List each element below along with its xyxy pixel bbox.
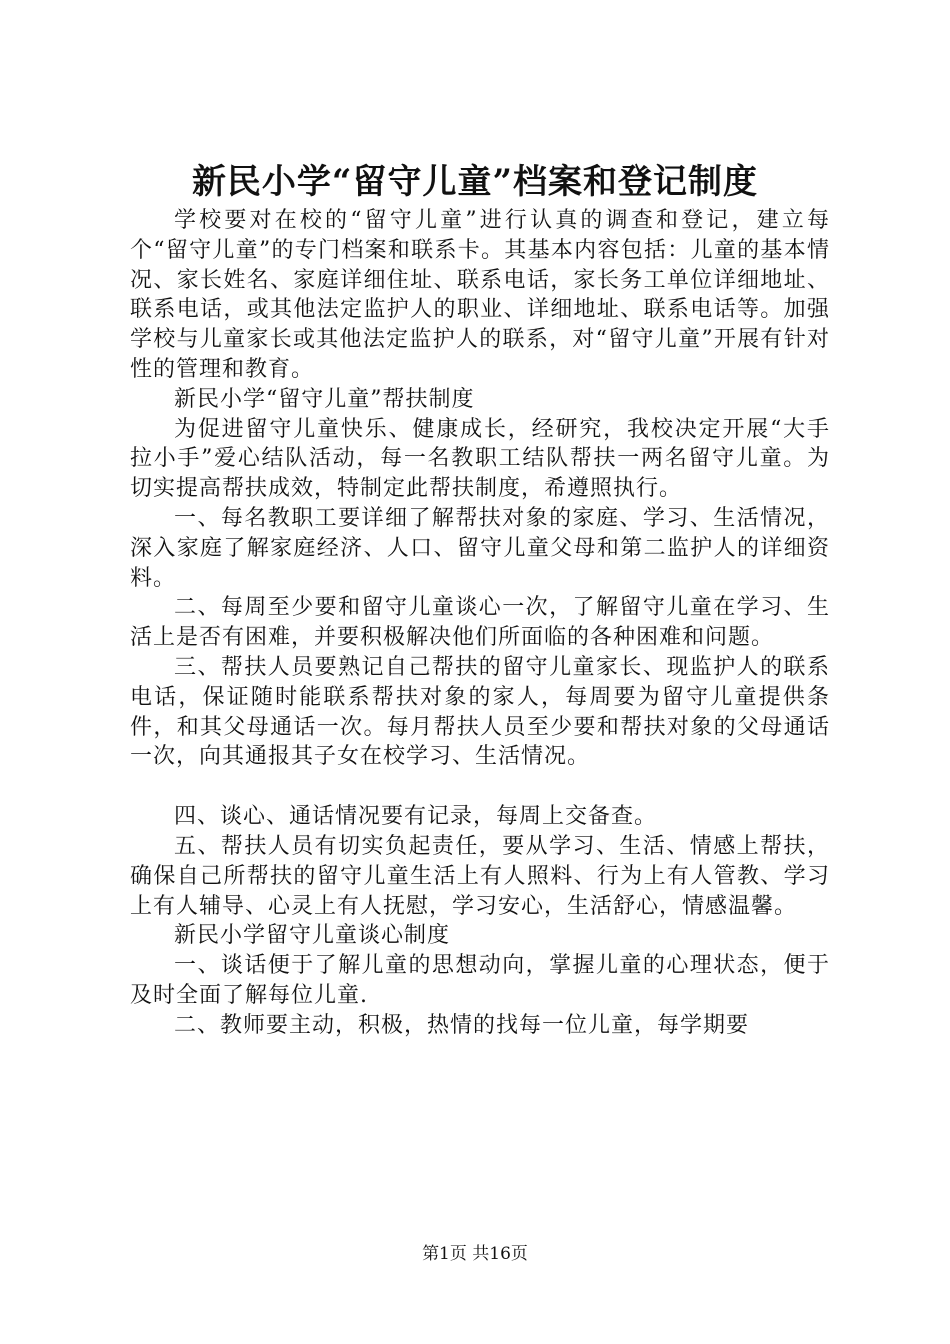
paragraph-rule-1: 一、每名教职工要详细了解帮扶对象的家庭、学习、生活情况，深入家庭了解家庭经济、人口、留守儿童父母和第二监护人的详细资料。: [130, 505, 830, 591]
paragraph-archive-registration: 学校要对在校的“留守儿童”进行认真的调查和登记，建立每个“留守儿童”的专门档案和联系卡。其基本内容包括：儿童的基本情况、家长姓名、家庭详细住址、联系电话，家长务工单位详细地址、联系电话，或其他法定监护人的职业、详细地址、联系电话等。加强学校与儿童家长或其他法定监护人的联系，对“留守儿童”开展有针对性的管理和教育。: [130, 208, 830, 382]
document-body: [130, 206, 830, 1041]
paragraph-rule-3: 三、帮扶人员要熟记自己帮扶的留守儿童家长、现监护人的联系电话，保证随时能联系帮扶对象的家人，每周要为留守儿童提供条件，和其父母通话一次。每月帮扶人员至少要和帮扶对象的父母通话一次，向其通报其子女在校学习、生活情况。: [130, 654, 830, 770]
section-heading-talk: 新民小学留守儿童谈心制度: [174, 923, 451, 949]
section-heading-assistance: 新民小学“留守儿童”帮扶制度: [174, 386, 475, 412]
paragraph-assistance-intro: 为促进留守儿童快乐、健康成长，经研究，我校决定开展“大手拉小手”爱心结队活动，每一名教职工结队帮扶一两名留守儿童。为切实提高帮扶成效，特制定此帮扶制度，希遵照执行。: [130, 416, 830, 502]
paragraph-rule-5: 五、帮扶人员有切实负起责任，要从学习、生活、情感上帮扶，确保自己所帮扶的留守儿童生活上有人照料、行为上有人管教、学习上有人辅导、心灵上有人抚慰，学习安心，生活舒心，情感温馨。: [130, 833, 830, 919]
paragraph-talk-rule-2: 二、教师要主动，积极，热情的找每一位儿童，每学期要: [174, 1012, 750, 1038]
paragraph-gap: [130, 772, 830, 802]
page-number-footer: 第1页 共16页: [422, 1244, 528, 1264]
paragraph-talk-rule-1: 一、谈话便于了解儿童的思想动向，掌握儿童的心理状态，便于及时全面了解每位儿童.: [130, 953, 830, 1008]
paragraph-rule-2: 二、每周至少要和留守儿童谈心一次，了解留守儿童在学习、生活上是否有困难，并要积极解决他们所面临的各种困难和问题。: [130, 595, 830, 651]
paragraph-rule-4: 四、谈心、通话情况要有记录，每周上交备查。: [174, 804, 658, 830]
document-title: 新民小学“留守儿童”档案和登记制度: [191, 162, 759, 202]
